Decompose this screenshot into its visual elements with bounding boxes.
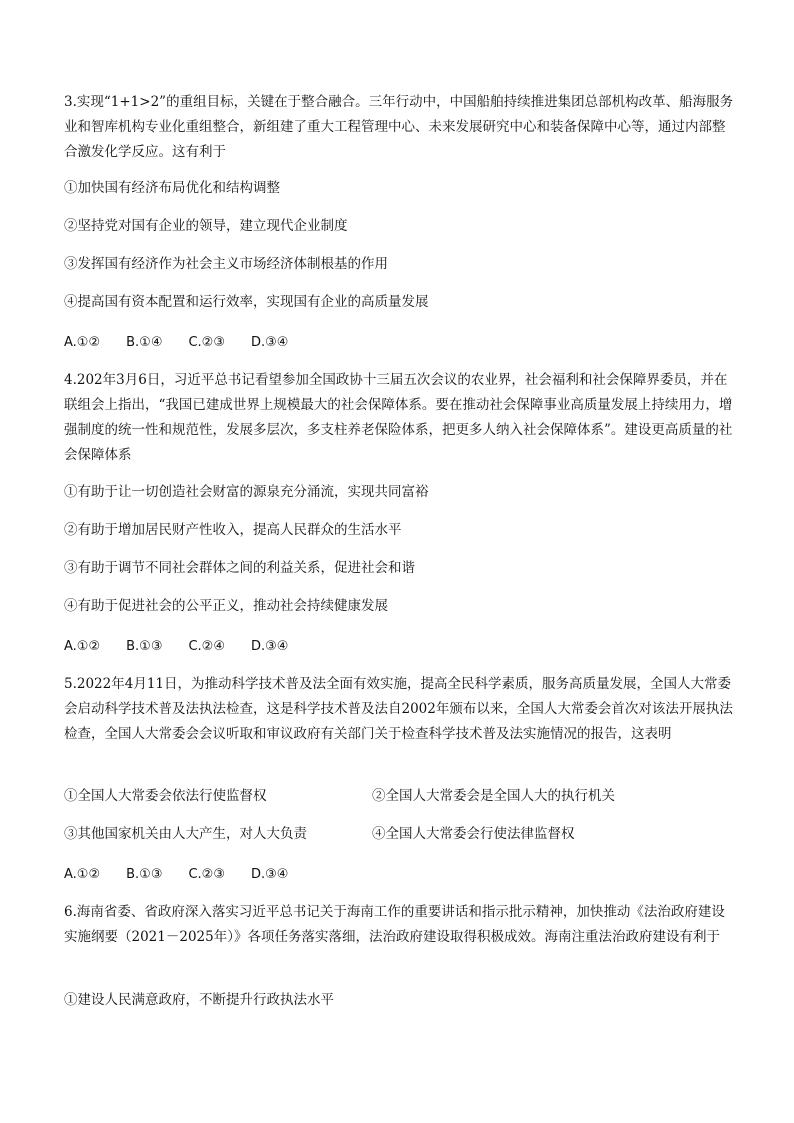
question-5-option-2: ②全国人大常委会是全国人大的执行机关 (372, 788, 615, 804)
question-5-choices (64, 864, 314, 885)
question-3-choice-b: B.①④ (126, 335, 163, 350)
question-5-choice-d: D.③④ (251, 867, 289, 882)
question-4-option-3: ③有助于调节不同社会群体之间的利益关系，促进社会和谐 (64, 560, 415, 576)
question-4-stem: 4.202年3月6日，习近平总书记看望参加全国政协十三届五次会议的农业界，社会福利和社会保障界委员，并在联组会上指出，“我国已建成世界上规模最大的社会保障体系。要在推动社会保障事业高质量发展上持续用力，增强制度的统一性和规范性，发展多层次，多支柱养老保险体系，把更多人纳入社会保障体系”。建设更高质量的社会保障体系 (64, 372, 733, 463)
question-5 (64, 672, 734, 747)
question-3-choice-a: A.①② (64, 335, 101, 350)
question-3-stem: 3.实现“1+1>2”的重组目标，关键在于整合融合。三年行动中，中国船舶持续推进集团总部机构改革、船海服务业和智库机构专业化重组整合，新组建了重大工程管理中心、未来发展研究中心和装备保障中心等，通过内部整合激发化学反应。这有利于 (64, 94, 734, 160)
question-3-option-3: ③发挥国有经济作为社会主义市场经济体制根基的作用 (64, 256, 388, 272)
question-4-option-2: ②有助于增加居民财产性收入，提高人民群众的生活水平 (64, 522, 402, 538)
question-6-option-1: ①建设人民满意政府，不断提升行政执法水平 (64, 992, 334, 1008)
question-4-choice-b: B.①③ (126, 639, 163, 654)
question-5-option-3: ③其他国家机关由人大产生，对人大负责 (64, 826, 307, 842)
question-4 (64, 368, 734, 468)
question-5-choice-c: C.②③ (188, 867, 225, 882)
question-3-option-2: ②坚持党对国有企业的领导，建立现代企业制度 (64, 218, 348, 234)
question-3 (64, 90, 734, 165)
question-5-stem: 5.2022年4月11日，为推动科学技术普及法全面有效实施，提高全民科学素质，服务高质量发展，全国人大常委会启动科学技术普及法执法检查，这是科学技术普及法自2002年颁布以来，全国人大常委会首次对该法开展执法检查，全国人大常委会会议听取和审议政府有关部门关于检查科学技术普及法实施情况的报告，这表明 (64, 676, 733, 742)
question-6 (64, 900, 734, 950)
question-4-choice-c: C.②④ (188, 639, 225, 654)
question-3-option-1: ①加快国有经济布局优化和结构调整 (64, 180, 280, 196)
question-4-choice-d: D.③④ (251, 639, 289, 654)
question-4-option-4: ④有助于促进社会的公平正义，推动社会持续健康发展 (64, 598, 388, 614)
question-3-choice-d: D.③④ (251, 335, 289, 350)
question-6-stem: 6.海南省委、省政府深入落实习近平总书记关于海南工作的重要讲话和指示批示精神，加快推动《法治政府建设实施纲要（2021－2025年）》各项任务落实落细，法治政府建设取得积极成效。海南注重法治政府建设有利于 (64, 904, 725, 945)
question-4-choices (64, 636, 314, 657)
question-4-choice-a: A.①② (64, 639, 101, 654)
question-3-choices (64, 332, 314, 353)
question-5-choice-a: A.①② (64, 867, 101, 882)
question-5-option-1: ①全国人大常委会依法行使监督权 (64, 788, 267, 804)
question-4-option-1: ①有助于让一切创造社会财富的源泉充分涌流，实现共同富裕 (64, 484, 429, 500)
question-3-option-4: ④提高国有资本配置和运行效率，实现国有企业的高质量发展 (64, 294, 429, 310)
question-3-choice-c: C.②③ (188, 335, 225, 350)
question-5-option-4: ④全国人大常委会行使法律监督权 (372, 826, 575, 842)
question-5-choice-b: B.①③ (126, 867, 163, 882)
